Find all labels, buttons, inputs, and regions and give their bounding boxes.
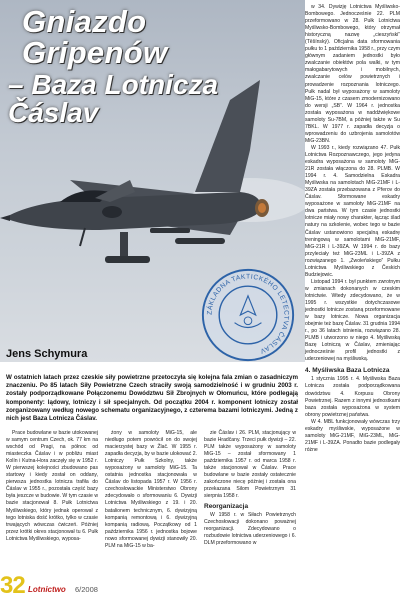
body-column-1 — [6, 430, 98, 543]
right-paragraph-1: w 34. Dywizję Lotnictwa Myśliwsko-Bombowego. Jednocześnie 22. PLM przeformowano w 28. Pułk Lotnictwa Myśliwsko-Bombowego, który otrzymał historyczną nazwę „cieszyński” (Těšínský). Oficjalna data sformowania pułku to 1 października 1958 r., przy czym głównym zadaniem jednostki było zwalczanie obiektów pola walki, w tym małogabarytowych i mobilnych, zwalczanie celów powietrznych i prowadzenie rozpoznania lotniczego. Pułk nadal był wyposażony w samoloty MiG-15, które z czasem zmodernizowano do wersji „SB”. W 1964 r. jednostka została wyposażona w naddźwiękowe samoloty Su-7BM, a później także w Su 7BKL. W 1977 r. zapadła decyzja o wprowadzeniu do uzbrojenia samolotów MiG-23BN. — [305, 4, 400, 144]
right-column — [305, 4, 400, 454]
article-title — [8, 6, 298, 127]
right-paragraph-2: W 1993 r., kiedy rozwiązano 47. Pułk Lotnictwa Rozpoznawczego, jego jedyna eskadra wyposażona w samoloty MiG-21R została włączona do 28. PLMB. W 1994 r. 4. Samodzielna Eskadra Myśliwska na samolotach MiG-21MF i L-39ZA została przebazowana z Přerov do Čáslav. Sformowane eskadry wyposażone w samoloty MiG-21MF na dwa państwa. W tym czasie jednostki lotnicze miały nowy charakter, łącząc ślad natury na szkolenie, wobec tego w bazie Čáslav ustanowiono specjalną eskadrę treningową w samolotami MiG-21MF, MiG-21R i L-39ZA. W 1994 r. do bazy przyleciały też MiG-23ML i L-39ZA z rozwiązanego 1. „Zwoleńskiego” Pułku Lotnictwa Myśliwskiego z Českich Budziejowic. — [305, 144, 400, 278]
section-heading-reorganizacja: Reorganizacja — [204, 503, 249, 511]
magazine-brand: Lotnictwo — [28, 585, 66, 594]
page-number: 32 — [0, 572, 25, 599]
body-columns — [6, 430, 302, 580]
right-paragraph-3: Listopad 1994 r. był punktem zwrotnym w zmianach dokonanych w czeskim lotnictwie. Wtedy zdecydowano, że w 1995 r. wszystkie dotychczasowe jednostki lotnicze zostaną przeformowane w bazy lotnicze. Nowa organizacja obejmie też bazę Čáslav. 31 grudnia 1994 r., po 36 latach istnienia, rozwiązano 28. PLMB i utworzono w niego 4. Myśliwską Bazę Lotniczą w Čáslav, zmieniając jednocześnie profil jednostki z uderzeniowej na myśliwską. — [305, 278, 400, 363]
right-paragraph-5: W 4. MBL funkcjonowały wówczas trzy eskadry myśliwskie, wyposażone w samoloty MiG-21MF, MiG-23ML, MiG-21MF i L-39ZA. Ponadto bazie podlegały różne — [305, 418, 400, 453]
seal-lettering: ZÁKLADNA TAKTICKÉHO LETECTVA ČÁSLAV — [206, 273, 290, 355]
right-paragraph-4: 1 stycznia 1995 r. 4. Myśliwska Baza Lotnicza została podporządkowana dowództwu 4. Korpusu Obrony Powietrznej. Razem z innymi jednostkami baza została wyposażona w system obrony powietrznej państwa. — [305, 376, 400, 418]
author-name: Jens Schymura — [6, 348, 88, 360]
hero-photo — [0, 0, 305, 362]
title-line-1: Gniazdo Gripenów — [22, 4, 168, 70]
body-paragraph-4: W 1958 r. w Siłach Powietrznych Czechosłowacji dokonano poważnej reorganizacji. Zdecydowano o rozbudowie lotnictwa uderzeniowego i 6. DLM przeformowano w — [204, 511, 296, 546]
body-column-3 — [204, 430, 296, 547]
issue-number: 6/2008 — [75, 585, 98, 594]
section-heading-4mbl: 4. Myśliwska Baza Lotnicza — [305, 367, 390, 375]
body-paragraph-3: zie Čáslav i 26. PLM, stacjonujący w bazie Hradčany. Trzeci pułk dywizji – 22. PLM także wyposażony w samoloty MiG-15 – został sformowany 1 października 1957 r. od marca 1958 r. także stacjonował w Čáslav. Prace budowlane w bazie zostały ostatecznie zakończone niecę później i została ona przekazana Silom Powietrznym 31 sierpnia 1958 r. — [204, 430, 296, 500]
base-seal-emblem — [200, 267, 296, 362]
title-line-2: – Baza Lotnicza Čáslav — [8, 69, 219, 128]
body-column-2 — [105, 430, 197, 550]
article-lead: W ostatnich latach przez czeskie siły powietrzne przetoczyła się kolejna fala zmian o zasadniczym znaczeniu. Po 85 latach Siły Powietrzne Czech straciły swoją samodzielność i w grudniu 2003 r. zostały podporządkowane Połączonemu Dowództwu Sił Zbrojnych w Ołomuńcu, które podlegają komponenty: lądowy, lotniczy i sił specjalnych. Od początku 2004 r. komponent lotniczy został zorganizowany według nowego schematu organizacyjnego, z czterema bazami lotniczymi. Jedną z nich jest Baza Lotnicza Čáslav. — [6, 374, 298, 423]
body-paragraph-1: Prace budowlane w bazie utokowanej w samym centrum Czech, ok. 77 km na wschód od Pragi, na północ od miasteczka Čáslav i w pobliżu miast Kolín i Kutna-Hora zaczęły się w 1952 r. W pierwszej kolejności zbudowano pas startowy i kiedy został on oddany, pierwsza jednostka lotnicza trafiła do Čáslav w 1955 r., pozostała część bazy była jeszcze w budowie. W tym czasie w bazie stacjonował 8. Pułk Lotnictwa Myśliwskiego, który jednak operował z tego lotniska dość krótko, tylko w czasie trwających wówczas ćwiczeń. Później przez krótki okres stacjonował tu 6. Pułk Lotnictwa Myśliwskiego, wyposa- — [6, 430, 98, 542]
body-paragraph-2: żony w samoloty MiG-15, ale niedługo potem powrócił on do swojej macierzystej bazy w Žlač. W 1955 r. zapadła decyzja, by w bazie ulokować 2. Lotniczy Pułk Szkolny, także wyposażony w samoloty MiG-15. Ta ostatnia jednostka stacjonowała w Čáslav do listopada 1957 r. W 1956 r. czechosłowackie Ministerstwo Obrony zdecydowało o sformowaniu 6. Dywizji Lotnictwa Myśliwskiego z 19. i 20. batalionem technicznym, 6. dywizyjną kompanią remontową i 6. dywizyjną kompanią radiową. Początkowy od 1 października 1956 r. jednostka bojowe nowo sformowanej dywizji stanowiły 20. PLM na MiG-15 w ba- — [105, 430, 197, 549]
